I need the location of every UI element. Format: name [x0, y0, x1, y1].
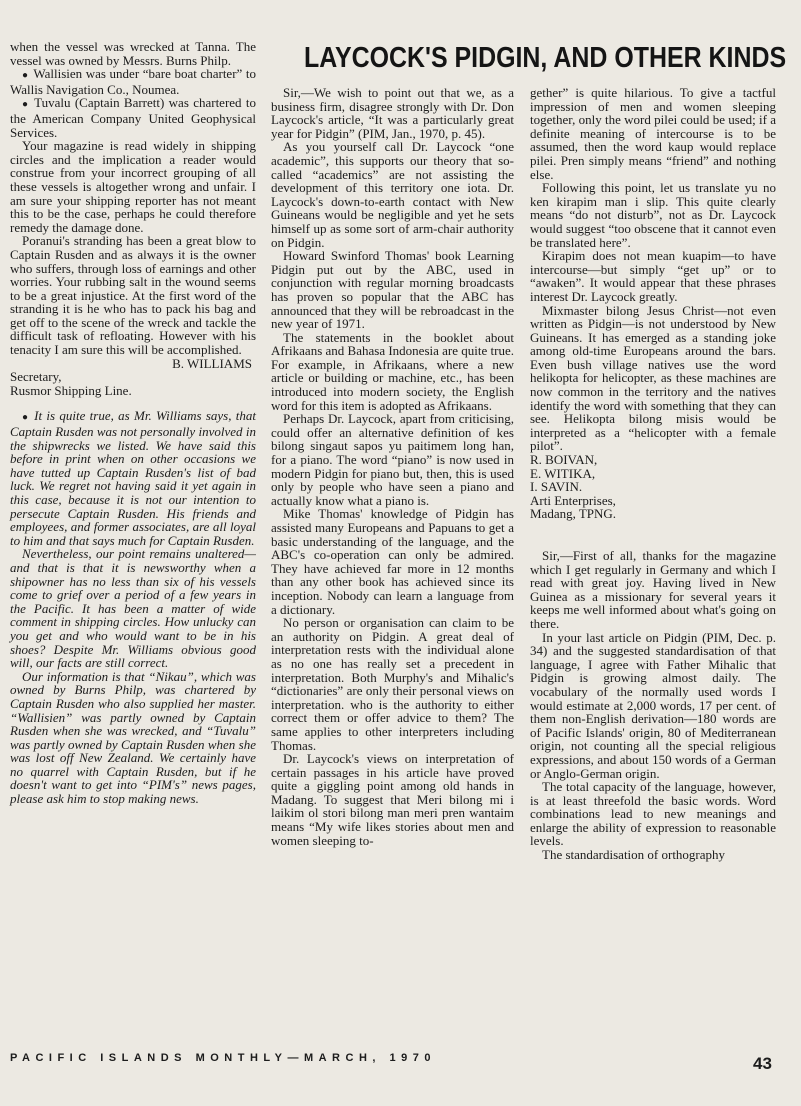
editor-paragraph: [10, 409, 256, 547]
page-number: 43: [753, 1054, 772, 1073]
headline: LAYCOCK'S PIDGIN, AND OTHER KINDS: [304, 42, 787, 74]
letter-paragraph: Mixmaster bilong Jesus Christ—not even written as Pidgin—is not understood by New Guineans. It has emerged as a standing joke among old-time Europeans around the bars. Even bush village natives use the word helikopta for helicopter, as these machines are now common in the territory and the natives identify the word with something that they can see. Helikopta bilong misis would be interpreted as a “helicopter with a female pilot”.: [530, 302, 776, 454]
column-middle: [271, 86, 514, 847]
editor-note: [10, 409, 256, 805]
editor-text: It is quite true, as Mr. Williams says, that Captain Rusden was not personally involved in the shipwrecks we listed. We have said this before in print when on other occasions we have tutted up Captain Rusden's list of bad luck. We regret not having said it yet again in this case, because it is not our intention to persecute Captain Rusden. His friends and employees, and former associates, are all loyal to him and that says much for Captain Rusden.: [10, 408, 257, 548]
bullet-item: [10, 67, 256, 96]
letter-paragraph: The total capacity of the language, however, is at least threefold the basic words. Word combinations lead to new meanings and enlarge the ability of expression to reasonable levels.: [530, 779, 776, 849]
letter-paragraph: when the vessel was wrecked at Tanna. The vessel was owned by Messrs. Burns Philp.: [10, 39, 256, 68]
signatory-name: E. WITIKA,: [530, 465, 596, 481]
letter-paragraph: No person or organisation can claim to be an authority on Pidgin. A great deal of interpretation rests with the individual alone as no one has really set a precedent in interpretation. Both Murphy's and Mihalic's “dictionaries” are only their personal views on interpretation. who is the authority to either correct them or offer advice to them? The same applies to other interpreters including Thomas.: [271, 615, 514, 753]
letter-paragraph: Sir,—First of all, thanks for the magazine which I get regularly in Germany and which I read with great joy. Having lived in New Guinea as a missionary for several years it keeps me well informed about what's going on there.: [530, 548, 776, 631]
spacer: [530, 521, 776, 549]
footer-masthead: PACIFIC ISLANDS MONTHLY—MARCH, 1970: [10, 1052, 436, 1064]
signature-org: Arti Enterprises,: [530, 492, 616, 508]
column-left: [10, 40, 256, 806]
column-right: [530, 86, 776, 862]
letter-paragraph: In your last article on Pidgin (PIM, Dec. p. 34) and the suggested standardisation of that language, I agree with Father Mihalic that Pidgin is growing almost daily. The vocabulary of the normally used words I would estimate at 2,000 words, 17 per cent. of them non-English derivation—180 words are of Pacific Islands' origin, 80 of Mediterranean origin, not counting all the special religious expressions, and about 150 words of a German or Anglo-German origin.: [530, 629, 776, 781]
bullet-text: Tuvalu (Captain Barrett) was chartered to the American Company United Geophysical Services.: [10, 95, 256, 140]
signatory-name: R. BOIVAN,: [530, 452, 598, 468]
letter-paragraph: The statements in the booklet about Afrikaans and Bahasa Indonesia are quite true. For example, in Afrikaans, where a new article or building or machine, etc., has been introduced into modern society, the English word for this item is adopted as Afrikaans.: [271, 329, 514, 413]
bullet-icon: [22, 408, 34, 423]
editor-paragraph: Our information is that “Nikau”, which was owned by Burns Philp, was chartered by Captain Rusden who also supplied her master. “Wallisien” was partly owned by Captain Rusden when she was wrecked, and “Tuvalu” was partly owned by Captain Rusden when she was lost off New Zealand. We certainly have no quarrel with Captain Rusden, but if he doesn't want to get into “PIM's” news pages, please ask him to stop making news.: [10, 668, 256, 807]
signature-title: Secretary,: [10, 369, 62, 385]
letter-paragraph: As you yourself call Dr. Laycock “one academic”, this supports our theory that so-called “academics” are not assisting the development of this territory one iota. Dr. Laycock's down-to-earth contact with New Guineans would be negligible and yet he sets himself up as some sort of arm-chair authority on Pidgin.: [271, 139, 514, 250]
letter-paragraph: Poranui's stranding has been a great blow to Captain Rusden and as always it is the owner who suffers, through loss of earnings and other worries. Your rubbing salt in the wound seems to be a great injustice. At the first word of the stranding it is he who has to pack his bag and get off to the scene of the wreck and tackle the difficult task of refloating. However with his tenacity I am sure this will be accomplished.: [10, 233, 256, 358]
signature-place: Madang, TPNG.: [530, 506, 617, 522]
letter-paragraph: Sir,—We wish to point out that we, as a business firm, disagree strongly with Dr. Don Laycock's article, “It was a particularly great year for Pidgin” (PIM, Jan., 1970, p. 45).: [271, 85, 514, 141]
signature-org: Rusmor Shipping Line.: [10, 382, 132, 398]
letter-paragraph: Following this point, let us translate yu no ken kirapim man i slip. This quite clearly means “do not disturb”, not as Dr. Laycock would suggest “too obscene that it cannot even be translated here”.: [530, 180, 776, 250]
letter-paragraph: Your magazine is read widely in shipping circles and the implication a reader would construe from your incorrect grouping of all these vessels is altogether wrong and unfair. I am sure your shipping reporter has not meant this to be the case, perhaps he could therefore remedy the damage done.: [10, 138, 256, 235]
letter-paragraph: Perhaps Dr. Laycock, apart from criticising, could offer an alternative definition of kes bilong singaut sapos yu paitimem long han, for a piano. The word “piano” is now used in modern Pidgin for piano but, then, this is used only by people who have seen a piano and actually know what a piano is.: [271, 411, 514, 508]
bullet-icon: [22, 66, 33, 81]
editor-paragraph: Nevertheless, our point remains unaltered—and that is that it is newsworthy when a shipowner has no less than six of his vessels come to grief over a period of a few years in the Pacific. It has been a matter of wide comment in shipping circles. How unlucky can you get and who would want to be in his shoes? Despite Mr. Williams obvious good will, our facts are still correct.: [10, 546, 256, 671]
letter-paragraph: Kirapim does not mean kuapim—to have intercourse—but simply “get up” or to “awaken”. It would appear that these phrases interest Dr. Laycock greatly.: [530, 248, 776, 304]
letter-paragraph: Howard Swinford Thomas' book Learning Pidgin put out by the ABC, used in conjunction with regular morning broadcasts has proven so popular that the ABC has announced that they will be rebroadcast in the new year of 1971.: [271, 248, 514, 332]
bullet-icon: [22, 95, 34, 110]
bullet-item: [10, 96, 256, 139]
letter-paragraph: gether” is quite hilarious. To give a tactful impression of men and women sleeping together, only the word pilei could be used; if a definite meaning of intercourse is to be assumed, then the word kaup would replace pilei. Pren simply means “friend” and nothing else.: [530, 85, 776, 182]
bullet-text: Wallisien was under “bare boat charter” to Wallis Navigation Co., Noumea.: [10, 66, 257, 97]
letter-paragraph: Dr. Laycock's views on interpretation of certain passages in his article have proved quite a giggling point among old hands in Madang. To suggest that Meri bilong mi i laikim ol stori bilong man meri pren wantaim means “My wife likes stories about men and women sleeping to-: [271, 751, 514, 848]
letter-paragraph: Mike Thomas' knowledge of Pidgin has assisted many Europeans and Papuans to get a basic understanding of the language, and the ABC's co-operation can only be admired. They have achieved far more in 12 months than any other book has achieved since its inception. Nobody can learn a language from a dictionary.: [271, 506, 514, 617]
signatory-name: I. SAVIN.: [530, 479, 583, 495]
signature-name: B. WILLIAMS: [172, 355, 252, 371]
letter-paragraph: The standardisation of orthography: [542, 847, 726, 863]
